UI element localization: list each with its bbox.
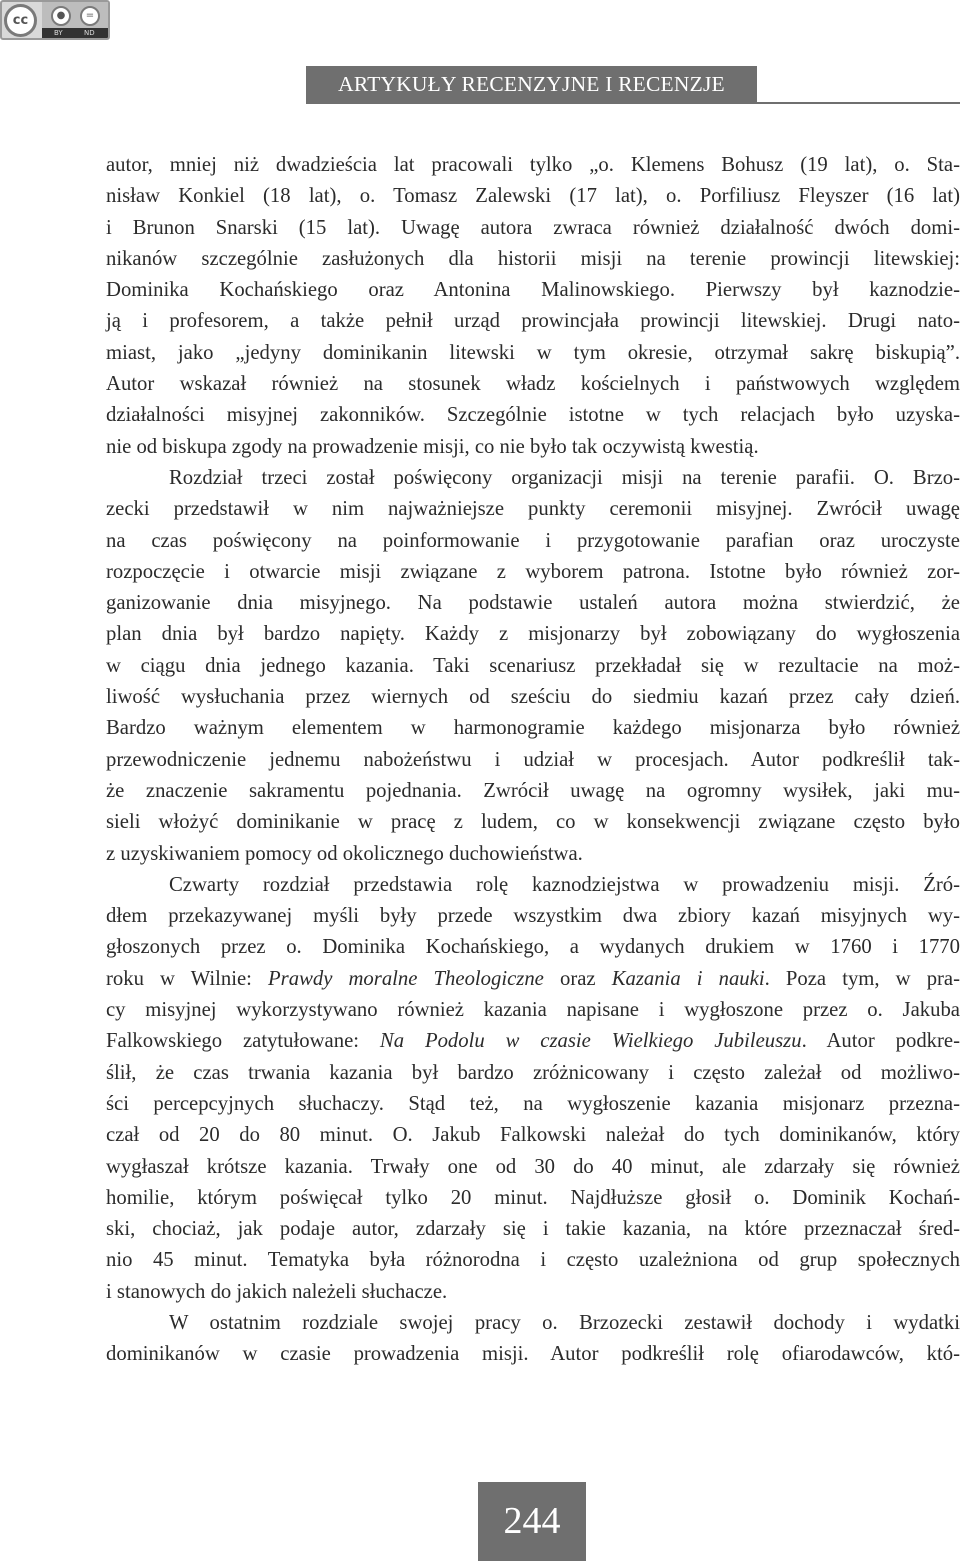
text-line: dłem przekazywanej myśli były przede wszystkim dwa zbiory kazań misyjnych wy- [106, 905, 960, 928]
text-line: Autor wskazał również na stosunek władz kościelnych i państwowych względem [106, 373, 960, 396]
equals-icon: = [80, 6, 100, 26]
text-line: autor, mniej niż dwadzieścia lat pracowali tylko „o. Klemens Bohusz (19 lat), o. Sta- [106, 154, 960, 176]
text-line: plan dnia był bardzo napięty. Każdy z misjonarzy był zobowiązany do wygłoszenia [106, 623, 960, 646]
text-line: głoszonych przez o. Dominika Kochańskiego, a wydanych drukiem w 1760 i 1770 [106, 936, 960, 959]
text-line: wygłaszał krótsze kazania. Trwały one od 30 do 40 minut, ale zdarzały się również [106, 1155, 960, 1178]
text-line: że znaczenie sakramentu pojednania. Zwrócił uwagę na ogromny wysiłek, jaki mu- [106, 779, 960, 802]
text-run: . Autor podkre- [801, 1030, 960, 1053]
italic-title: Kazania i nauki [611, 967, 765, 990]
text-line: w ciągu dnia jednego kazania. Taki scenariusz przekładał się w rezultacie na moż- [106, 654, 960, 677]
text-line: ślił, że czas trwania kazania był bardzo zróżnicowany i często zależał od możliwo- [106, 1061, 960, 1084]
text-line: i stanowych do jakich należeli słuchacze. [106, 1280, 448, 1303]
text-line: liwość wysłuchania przez wiernych od sześciu do siedmiu kazań przez cały dzień. [106, 686, 960, 709]
text-line [106, 1026, 960, 1057]
cc-attribution-panel [42, 2, 108, 38]
text-line [106, 964, 960, 995]
text-line: ści percepcyjnych słuchaczy. Stąd też, na wygłoszenie kazania misjonarz przezna- [106, 1092, 960, 1115]
page-number: 244 [478, 1482, 586, 1561]
text-line: sieli włożyć dominikanie w pracę z ludem, co w konsekwencji związane często było [106, 811, 960, 834]
text-line: nie od biskupa zgody na prowadzenie misji, co nie było tak oczywistą kwestią. [106, 435, 759, 458]
text-line: Dominika Kochańskiego oraz Antonina Malinowskiego. Pierwszy był kaznodzie- [106, 279, 960, 302]
text-run: Falkowskiego zatytułowane: [106, 1030, 380, 1053]
text-line: nio 45 minut. Tematyka była różnorodna i często uzależniona od grup społecznych [106, 1249, 960, 1272]
text-line: nisław Konkiel (18 lat), o. Tomasz Zalewski (17 lat), o. Porfiliusz Fleyszer (16 lat) [106, 185, 960, 208]
text-line: Czwarty rozdział przedstawia rolę kaznodziejstwa w prowadzeniu misji. Źró- [169, 873, 960, 896]
cc-nd-label: ND [84, 29, 95, 37]
text-line: miast, jako „jedyny dominikanin litewski w tym okresie, otrzymał sakrę biskupią”. [106, 341, 960, 364]
italic-title: Prawdy moralne Theologiczne [268, 967, 544, 990]
text-line: ją i profesorem, a także pełnił urząd prowincjała prowincji litewskiej. Drugi nato- [106, 310, 960, 333]
person-icon: ● [51, 6, 71, 26]
text-line: Rozdział trzeci został poświęcony organizacji misji na terenie parafii. O. Brzo- [169, 466, 960, 489]
text-line: zecki przedstawił w nim najważniejsze punkty ceremonii misyjnej. Zwrócił uwagę [106, 498, 960, 521]
text-line: czał od 20 do 80 minut. O. Jakub Falkowski należał do tych dominikanów, który [106, 1124, 960, 1147]
text-line: z uzyskiwaniem pomocy od okolicznego duchowieństwa. [106, 842, 583, 865]
text-line: na czas poświęcony na poinformowanie i przygotowanie parafian oraz uroczyste [106, 529, 960, 552]
text-run: . Poza tym, w pra- [764, 967, 960, 990]
cc-label-strip [42, 28, 108, 38]
running-header: ARTYKUŁY RECENZYJNE I RECENZJE [306, 66, 757, 102]
cc-icon: cc [4, 4, 37, 37]
text-line: ski, chociaż, jak podaje autor, zdarzały się i takie kazania, na które przeznaczał śred- [106, 1218, 960, 1241]
body-text [106, 150, 960, 1371]
text-line: Bardzo ważnym elementem w harmonogramie każdego misjonarza było również [106, 717, 960, 740]
text-line: cy misyjnej wykorzystywano również kazania napisane i wygłoszone przez o. Jakuba [106, 999, 960, 1022]
text-line: i Brunon Snarski (15 lat). Uwagę autora zwraca również działalność dwóch domi- [106, 216, 960, 239]
header-rule [306, 102, 960, 104]
text-line: W ostatnim rozdziale swojej pracy o. Brzozecki zestawił dochody i wydatki [169, 1311, 960, 1334]
text-line: dominikanów w czasie prowadzenia misji. Autor podkreślił rolę ofiarodawców, któ- [106, 1343, 960, 1366]
text-line: nikanów szczególnie zasłużonych dla historii misji na terenie prowincji litewskiej: [106, 247, 960, 270]
text-line: przewodniczenie jednemu nabożeństwu i udział w procesjach. Autor podkreślił tak- [106, 748, 960, 771]
text-line: ganizowanie dnia misyjnego. Na podstawie ustaleń autora można stwierdzić, że [106, 592, 960, 615]
text-line: homilie, którym poświęcał tylko 20 minut. Najdłuższe głosił o. Dominik Kochań- [106, 1186, 960, 1209]
text-run: roku w Wilnie: [106, 967, 269, 990]
cc-by-label: BY [54, 29, 63, 37]
text-line: rozpoczęcie i otwarcie misji związane z wyborem patrona. Istotne było również zor- [106, 560, 960, 583]
text-line: działalności misyjnej zakonników. Szczególnie istotne w tych relacjach było uzyska- [106, 404, 960, 427]
text-run: oraz [543, 967, 612, 990]
cc-license-badge [0, 0, 110, 40]
italic-title: Na Podolu w czasie Wielkiego Jubileuszu [379, 1030, 802, 1053]
